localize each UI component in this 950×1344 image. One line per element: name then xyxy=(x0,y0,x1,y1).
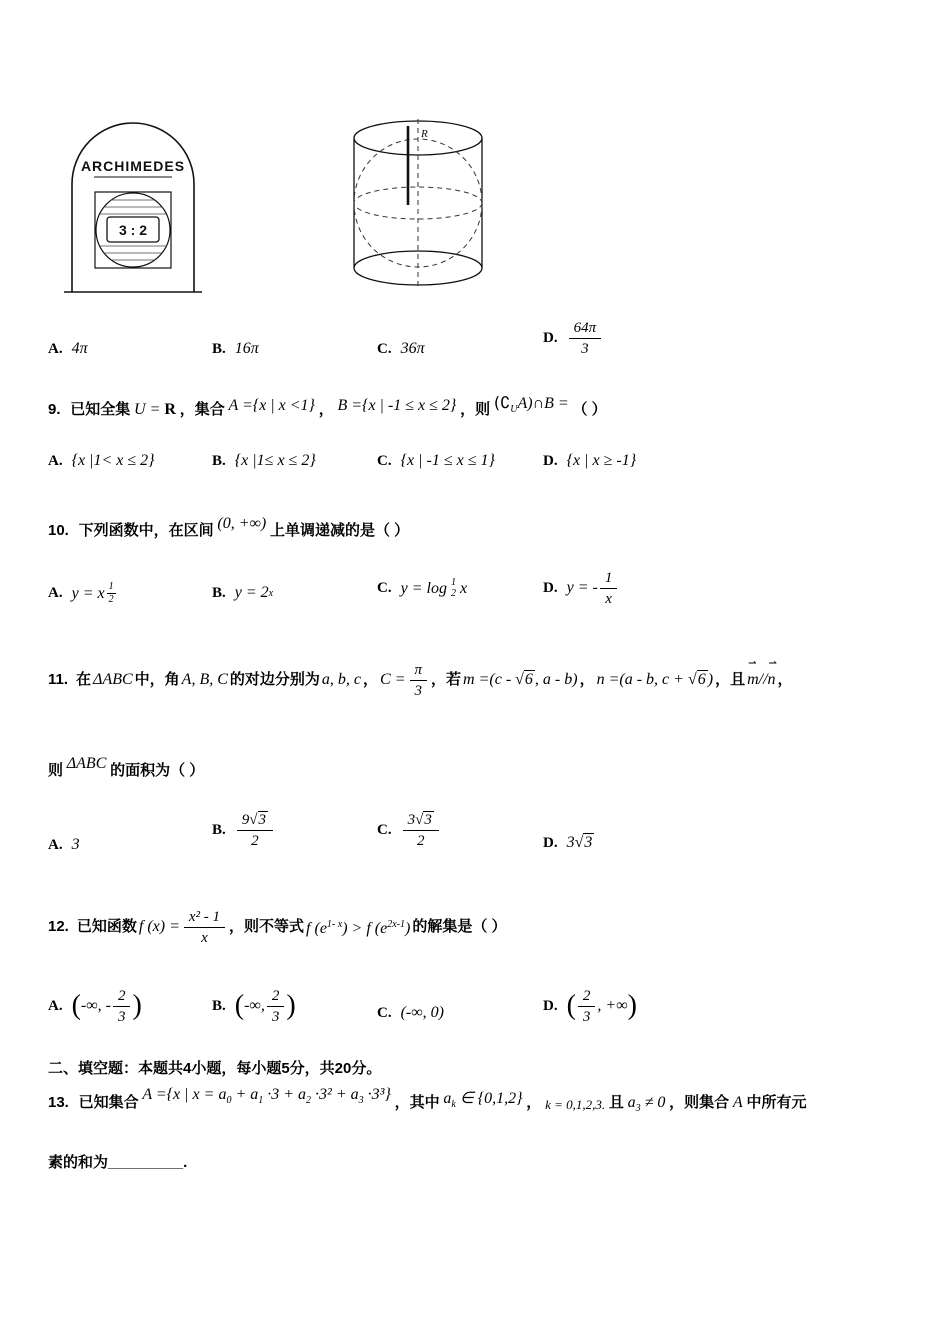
question-text: 已知全集 xyxy=(70,401,131,418)
fraction xyxy=(600,568,618,608)
section-2-header xyxy=(48,1058,381,1080)
option-label: C. xyxy=(377,340,392,357)
q10-option-d xyxy=(543,568,619,608)
set-part: ·3² + a xyxy=(311,1086,359,1103)
question-13-stem xyxy=(48,1086,807,1120)
q11-option-a xyxy=(48,836,80,854)
complement-symbol: (∁ xyxy=(493,393,511,412)
ak-condition xyxy=(443,1090,523,1110)
question-number: 9. xyxy=(48,401,61,418)
q9-option-a xyxy=(48,452,155,470)
function-fraction xyxy=(184,907,225,947)
subscript-u: U xyxy=(510,404,518,415)
vector-m-head: m =(c - xyxy=(463,671,516,688)
option-label: A. xyxy=(48,340,63,357)
fraction-denominator: 3 xyxy=(271,1009,280,1025)
fraction-numerator xyxy=(237,810,273,831)
subscript-1: 1 xyxy=(258,1095,264,1106)
question-text: ，其中 xyxy=(394,1094,440,1111)
angles: A, B, C xyxy=(181,671,228,688)
q8-options-row xyxy=(0,316,950,380)
inequality-left: f (e xyxy=(306,920,327,937)
exponent-fraction xyxy=(107,582,116,605)
intersection-expression: A)∩B = xyxy=(517,395,569,412)
question-13-stem-line2 xyxy=(48,1152,187,1174)
angle-c-equals: C = xyxy=(380,671,406,688)
coefficient: 9 xyxy=(241,812,250,828)
math-universe: U xyxy=(134,401,146,418)
fraction-numerator: 2 xyxy=(578,986,596,1007)
option-value: y = 2 xyxy=(234,584,269,601)
fraction-numerator: x² - 1 xyxy=(184,907,225,928)
q8-option-b xyxy=(212,340,259,358)
q12-option-b xyxy=(212,986,296,1026)
question-text: 下列函数中，在区间 xyxy=(78,522,214,539)
fraction-denominator: x xyxy=(605,591,612,607)
subscript-k: k xyxy=(451,1099,456,1110)
option-value: (-∞, 0) xyxy=(400,1004,444,1021)
fraction-denominator: 3 xyxy=(117,1009,126,1025)
archimedes-label: ARCHIMEDES xyxy=(80,158,186,174)
option-value: {x | x ≥ -1} xyxy=(566,452,637,469)
question-9-stem xyxy=(48,393,607,427)
fraction-numerator: 64π xyxy=(569,318,602,339)
set-part: + a xyxy=(231,1086,259,1103)
q8-option-d xyxy=(543,318,603,358)
q9-option-b xyxy=(212,452,316,470)
fraction-numerator: π xyxy=(410,660,428,681)
q10-option-c xyxy=(377,578,467,599)
question-10-stem xyxy=(48,515,410,542)
question-11-stem xyxy=(48,650,793,710)
open-paren: ( xyxy=(566,990,576,1021)
question-11-stem-line2 xyxy=(48,755,205,782)
set-a-expression: A ={x | x <1} xyxy=(228,397,315,414)
option-label: A. xyxy=(48,997,63,1014)
radius-label: R xyxy=(421,128,428,140)
vector-m-tail: , a - b) xyxy=(534,671,578,688)
option-label: C. xyxy=(377,821,392,838)
sqrt-radicand: 6 xyxy=(697,671,706,688)
option-value: 3 xyxy=(71,836,80,853)
question-text: ， xyxy=(777,671,793,688)
exponent: 1- x xyxy=(326,919,343,930)
k-range: k = 0,1,2,3. xyxy=(545,1097,606,1112)
q9-option-d xyxy=(543,452,636,470)
fraction xyxy=(113,986,131,1026)
question-text: 的对边分别为 xyxy=(229,671,320,688)
option-value: {x |1≤ x ≤ 2} xyxy=(234,452,316,469)
set-tail: ·3³} xyxy=(363,1086,391,1103)
option-label: C. xyxy=(377,1004,392,1021)
question-text: 中所有元 xyxy=(746,1094,807,1111)
option-label: A. xyxy=(48,452,63,469)
cylinder-sphere-figure xyxy=(338,110,498,300)
a3-nonzero xyxy=(627,1094,666,1114)
set-part: ·3 + a xyxy=(263,1086,307,1103)
option-label: D. xyxy=(543,997,558,1014)
q11-options-row xyxy=(0,806,950,870)
fraction-denominator: 2 xyxy=(450,588,456,599)
fraction-numerator xyxy=(403,810,439,831)
option-label: D. xyxy=(543,579,558,596)
fraction xyxy=(569,318,602,358)
option-value: y = x xyxy=(71,584,105,602)
fraction-numerator: 2 xyxy=(113,986,131,1007)
option-label: B. xyxy=(212,452,226,469)
q8-option-a xyxy=(48,340,88,358)
ratio-label: 3 : 2 xyxy=(118,222,148,238)
a-letter: a xyxy=(627,1094,636,1111)
option-label: A. xyxy=(48,585,63,601)
question-text: 的解集是（ ） xyxy=(412,918,507,935)
log-base-fraction xyxy=(450,578,457,599)
parallel-sign: // xyxy=(758,671,768,688)
sides: a, b, c xyxy=(321,671,362,688)
answer-parentheses: （ ） xyxy=(572,401,607,418)
q9-options-row xyxy=(0,448,950,482)
subscript-2: 2 xyxy=(306,1095,312,1106)
q11-option-c xyxy=(377,810,441,850)
option-label: D. xyxy=(543,452,558,469)
option-label: B. xyxy=(212,821,226,838)
fraction-denominator: 2 xyxy=(251,833,259,849)
vector-n-tail: ) xyxy=(707,671,714,688)
question-text: ，则不等式 xyxy=(229,918,305,935)
vector-m-expression xyxy=(463,669,578,691)
fraction-numerator: 1 xyxy=(108,581,114,592)
question-text: 中，角 xyxy=(134,671,180,688)
math-reals: R xyxy=(164,401,176,418)
q8-option-c xyxy=(377,340,425,358)
archimedes-tombstone-figure xyxy=(58,104,208,299)
fraction xyxy=(267,986,285,1026)
close-paren: ) xyxy=(286,990,296,1021)
vector-m-letter: m xyxy=(747,671,759,688)
membership: ∈ {0,1,2} xyxy=(455,1090,523,1107)
exponent: 2x-1 xyxy=(387,919,405,930)
option-label: D. xyxy=(543,834,558,851)
complement-expression xyxy=(493,393,569,415)
pi-thirds-fraction xyxy=(410,660,428,700)
question-text: 已知函数 xyxy=(76,918,137,935)
question-number: 13. xyxy=(48,1094,69,1111)
parallel-vectors xyxy=(747,658,777,691)
option-value: -∞, - xyxy=(80,997,111,1014)
set-head: A ={x | x = a xyxy=(142,1086,227,1103)
question-12-stem xyxy=(48,898,506,956)
question-text: ，则 xyxy=(460,401,491,418)
question-text: ，则集合 xyxy=(669,1094,730,1111)
fraction-numerator: 1 xyxy=(600,568,618,589)
question-number: 12. xyxy=(48,918,69,935)
option-label: D. xyxy=(543,329,558,346)
fraction xyxy=(403,810,439,850)
option-value: y = log xyxy=(400,579,447,597)
vector-m xyxy=(747,658,759,691)
option-label: B. xyxy=(212,340,226,357)
option-value: y = - xyxy=(566,579,598,596)
option-value: , +∞ xyxy=(597,997,628,1014)
sqrt-radicand: 6 xyxy=(524,671,533,688)
interval-expression: (0, +∞) xyxy=(217,515,267,532)
sqrt-radicand: 3 xyxy=(424,812,432,828)
question-text: ，且 xyxy=(715,671,746,688)
question-text: ， xyxy=(363,671,379,688)
option-value: {x |1< x ≤ 2} xyxy=(71,452,155,469)
vector-n-expression xyxy=(597,669,713,691)
option-label: A. xyxy=(48,836,63,853)
fraction-denominator: 2 xyxy=(416,833,425,849)
subscript-3: 3 xyxy=(358,1095,364,1106)
question-text: 已知集合 xyxy=(78,1094,139,1111)
question-text: ， xyxy=(579,671,595,688)
a-letter: a xyxy=(443,1090,452,1107)
fraction xyxy=(237,810,273,850)
q10-option-a xyxy=(48,582,116,605)
coefficient: 3 xyxy=(566,834,575,851)
math-equals: = xyxy=(145,401,165,418)
option-value: 16π xyxy=(234,340,259,357)
cylinder-svg xyxy=(338,110,498,300)
question-text-with-blank: 素的和为_________. xyxy=(48,1154,188,1171)
vector-arrow-icon: ⇀ xyxy=(748,658,757,669)
vector-arrow-icon: ⇀ xyxy=(768,658,777,669)
option-label: C. xyxy=(377,580,392,596)
option-value: 36π xyxy=(400,340,425,357)
exponent-x: x xyxy=(268,587,274,599)
sqrt-radicand: 3 xyxy=(584,834,593,851)
option-value: -∞, xyxy=(244,997,265,1014)
question-number: 10. xyxy=(48,522,69,539)
triangle-abc: ΔABC xyxy=(93,671,133,688)
sqrt-icon: √ xyxy=(249,812,258,828)
option-value xyxy=(567,834,595,852)
question-text: ， xyxy=(526,1094,542,1111)
question-text: ， xyxy=(318,401,334,418)
sqrt-icon: √ xyxy=(574,834,584,851)
q10-options-row xyxy=(0,566,950,626)
sqrt-icon: √ xyxy=(687,671,697,688)
fraction-numerator: 1 xyxy=(450,577,456,588)
question-text: 在 xyxy=(76,671,92,688)
set-a-letter: A xyxy=(732,1094,743,1111)
fraction xyxy=(578,986,596,1026)
q9-option-c xyxy=(377,452,495,470)
fraction-denominator: x xyxy=(201,930,208,946)
q11-option-d xyxy=(543,834,594,852)
section-title: 二、填空题：本题共4小题，每小题5分，共20分。 xyxy=(48,1060,382,1077)
q12-option-a xyxy=(48,986,142,1026)
vector-n xyxy=(767,658,777,691)
set-a-definition xyxy=(142,1086,391,1106)
inequality-middle: ) > f (e xyxy=(342,920,388,937)
question-text: ，若 xyxy=(431,671,462,688)
log-argument: x xyxy=(459,579,468,597)
sqrt-icon: √ xyxy=(415,812,424,828)
coefficient: 3 xyxy=(407,812,416,828)
inequality-expression xyxy=(306,914,410,940)
q12-option-c xyxy=(377,1004,444,1022)
subscript-3: 3 xyxy=(635,1103,641,1114)
set-b-expression: B ={x | -1 ≤ x ≤ 2} xyxy=(337,397,457,414)
vector-n-head: n =(a - b, c + xyxy=(596,671,688,688)
q10-option-b xyxy=(212,584,273,602)
fraction-numerator: 2 xyxy=(267,986,285,1007)
vector-n-letter: n xyxy=(767,671,776,688)
question-text: 且 xyxy=(608,1094,624,1111)
option-label: B. xyxy=(212,997,226,1014)
nonzero: ≠ 0 xyxy=(640,1094,666,1111)
triangle-abc: ΔABC xyxy=(66,755,107,772)
function-def: f (x) = xyxy=(138,918,180,935)
open-paren: ( xyxy=(234,990,245,1021)
question-text: 的面积为（ ） xyxy=(110,762,205,779)
inequality-right: ) xyxy=(404,920,411,937)
option-label: B. xyxy=(212,584,226,601)
q11-option-b xyxy=(212,810,275,850)
option-value: 4π xyxy=(71,340,88,357)
close-paren: ) xyxy=(132,990,142,1021)
question-text: ，集合 xyxy=(179,401,225,418)
close-paren: ) xyxy=(627,990,637,1021)
open-paren: ( xyxy=(71,990,81,1021)
sqrt-radicand: 3 xyxy=(258,812,266,828)
fraction-denominator: 3 xyxy=(414,683,422,699)
q12-option-d xyxy=(543,986,637,1026)
subscript-0: 0 xyxy=(226,1095,232,1106)
fraction-denominator: 2 xyxy=(108,594,114,605)
tombstone-svg xyxy=(58,104,208,299)
q12-options-row xyxy=(0,980,950,1044)
question-text: 上单调递减的是（ ） xyxy=(269,522,410,539)
option-label: C. xyxy=(377,452,392,469)
fraction-denominator: 3 xyxy=(581,341,589,357)
question-number: 11. xyxy=(48,671,69,688)
sqrt-icon: √ xyxy=(515,671,524,688)
option-value: {x | -1 ≤ x ≤ 1} xyxy=(400,452,495,469)
question-text: 则 xyxy=(48,762,64,779)
fraction-denominator: 3 xyxy=(582,1009,591,1025)
